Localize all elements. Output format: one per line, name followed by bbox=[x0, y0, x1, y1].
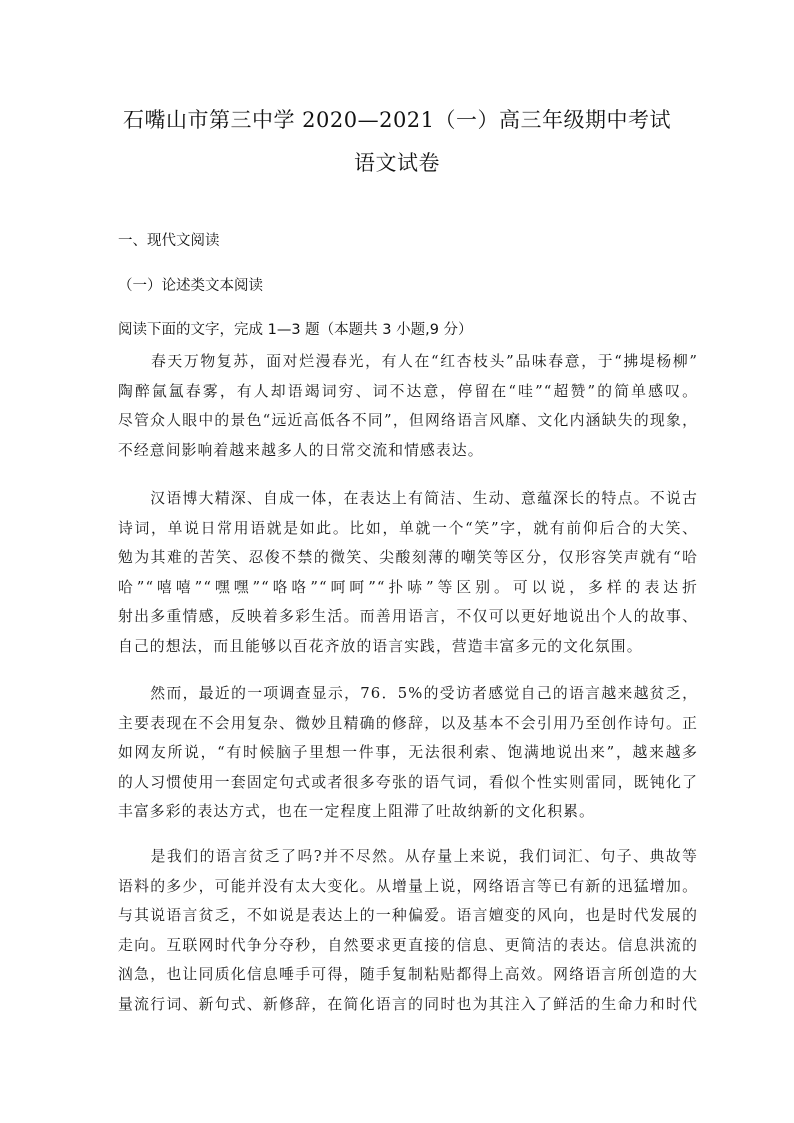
paragraph-line: 量流行词、新句式、新修辞，在简化语言的同时也为其注入了鲜活的生命力和时代 bbox=[118, 995, 698, 1013]
section-heading-modern-reading: 一、现代文阅读 bbox=[118, 233, 220, 249]
exam-subtitle: 语文试卷 bbox=[354, 151, 440, 175]
exam-title: 石嘴山市第三中学 2020—2021（一）高三年级期中考试 bbox=[122, 108, 672, 132]
paragraph-line: 汉语博大精深、自成一体，在表达上有简洁、生动、意蕴深长的特点。不说古 bbox=[118, 490, 698, 507]
paragraph-line: 语料的多少，可能并没有太大变化。从增量上说，网络语言等已有新的迅猛增加。 bbox=[118, 877, 698, 895]
paragraph-line: 不经意间影响着越来越多人的日常交流和情感表达。 bbox=[118, 441, 484, 459]
paragraph-3 bbox=[118, 679, 698, 827]
paragraph-line: 丰富多彩的表达方式，也在一定程度上阻滞了吐故纳新的文化积累。 bbox=[118, 803, 595, 820]
paragraph-line: 春天万物复苏，面对烂漫春光，有人在“红杏枝头”品味春意，于“拂堤杨柳” bbox=[118, 353, 698, 370]
paragraph-line: 是我们的语言贫乏了吗?并不尽然。从存量上来说，我们词汇、句子、典故等 bbox=[118, 848, 698, 865]
paragraph-line: 如网友所说，“有时候脑子里想一件事，无法很利索、饱满地说出来”，越来越多 bbox=[118, 744, 698, 761]
paragraph-line: 与其说语言贫乏，不如说是表达上的一种偏爱。语言嬗变的风向，也是时代发展的 bbox=[118, 907, 698, 924]
paragraph-line: 汹急，也让同质化信息唾手可得，随手复制粘贴都得上高效。网络语言所创造的大 bbox=[118, 966, 698, 983]
paragraph-line: 勉为其难的苦笑、忍俊不禁的微笑、尖酸刻薄的嘲笑等区分，仅形容笑声就有“哈 bbox=[118, 549, 698, 566]
paragraph-line: 哈”“嘻嘻”“嘿嘿”“咯咯”“呵呵”“扑哧”等区别。可以说，多样的表达折 bbox=[118, 578, 698, 596]
paragraph-line: 诗词，单说日常用语就是如此。比如，单就一个“笑”字，就有前仰后合的大笑、 bbox=[118, 519, 698, 537]
paragraph-line: 主要表现在不会用复杂、微妙且精确的修辞，以及基本不会引用乃至创作诗句。正 bbox=[118, 714, 698, 732]
paragraph-line: 然而，最近的一项调查显示，76．5%的受访者感觉自己的语言越来越贫乏， bbox=[118, 685, 698, 702]
subsection-heading-argumentative: （一）论述类文本阅读 bbox=[118, 278, 263, 294]
paragraph-1 bbox=[118, 347, 698, 465]
paragraph-line: 自己的想法，而且能够以百花齐放的语言实践，营造丰富多元的文化氛围。 bbox=[118, 637, 643, 655]
paragraph-line: 走向。互联网时代争分夺秒，自然要求更直接的信息、更简洁的表达。信息洪流的 bbox=[118, 936, 698, 954]
reading-instruction: 阅读下面的文字，完成 1—3 题（本题共 3 小题,9 分） bbox=[118, 322, 473, 338]
paragraph-line: 陶醉氤氲春雾，有人却语竭词穷、词不达意，停留在“哇”“超赞”的简单感叹。 bbox=[118, 382, 698, 400]
paragraph-2 bbox=[118, 484, 698, 661]
paragraph-4 bbox=[118, 842, 698, 1019]
paragraph-line: 尽管众人眼中的景色“远近高低各不同”，但网络语言风靡、文化内涵缺失的现象， bbox=[118, 412, 698, 429]
paragraph-line: 的人习惯使用一套固定句式或者很多夸张的语气词，看似个性实则雷同，既钝化了 bbox=[118, 773, 698, 791]
paragraph-line: 射出多重情感，反映着多彩生活。而善用语言，不仅可以更好地说出个人的故事、 bbox=[118, 608, 698, 625]
